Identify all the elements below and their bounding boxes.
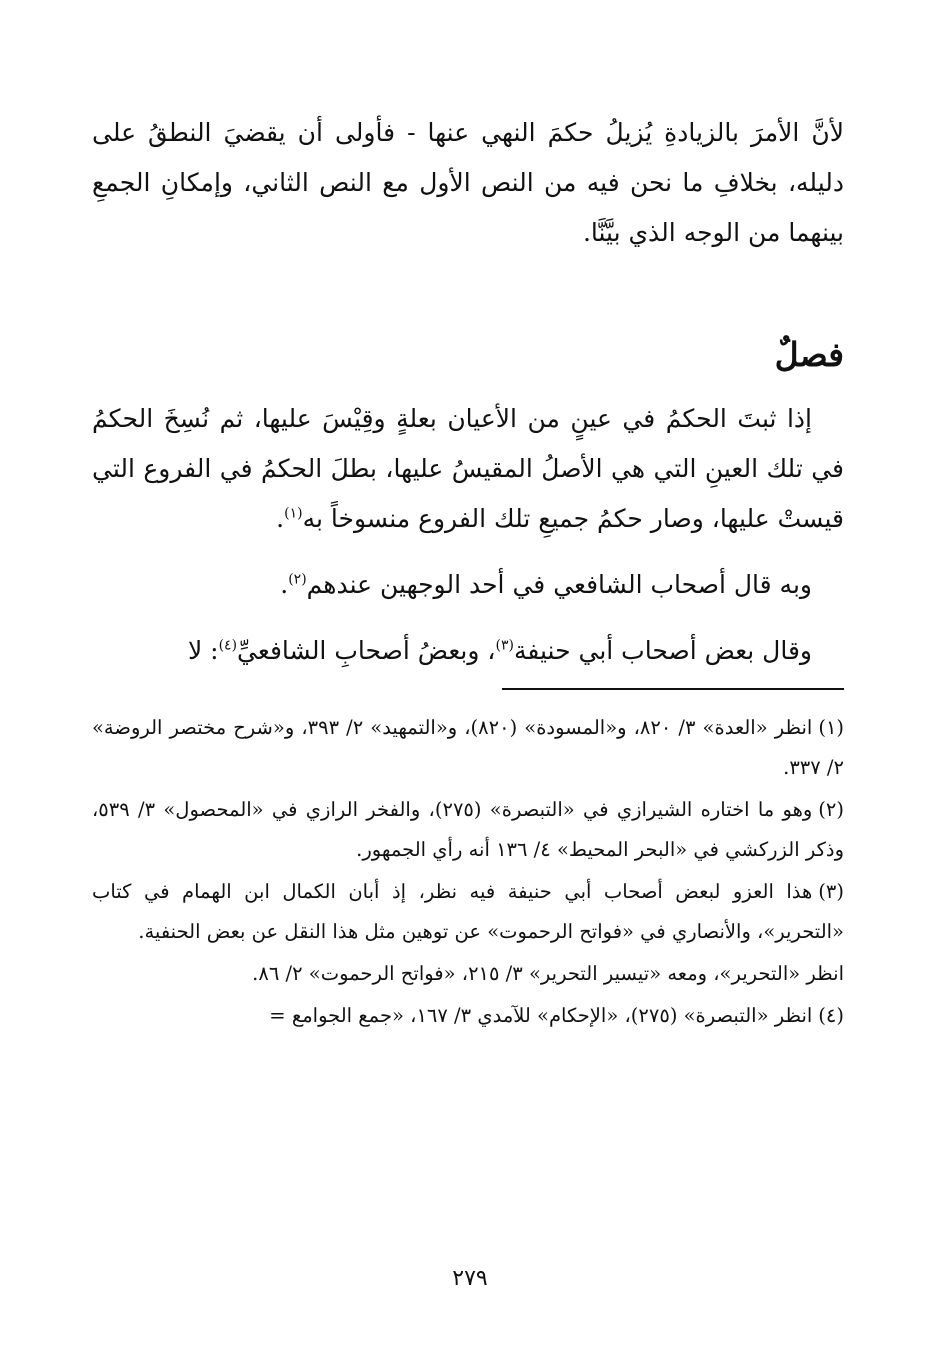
footnote-separator: [502, 688, 844, 690]
paragraph-shafii-view: [92, 560, 844, 610]
paragraph-text: وبه قال أصحاب الشافعي في أحد الوجهين عندهم: [306, 570, 812, 599]
paragraph-text: : لا: [187, 636, 219, 665]
footnote-text: وهو ما اختاره الشيرازي في «التبصرة» (٢٧٥)، والفخر الرازي في «المحصول» ٣/ ٥٣٩، وذكر الزركشي في «البحر المحيط» ٤/ ١٣٦ أنه رأي الجمهور.: [92, 798, 844, 861]
footnote-text: انظر «التبصرة» (٢٧٥)، «الإحكام» للآمدي ٣/ ١٦٧، «جمع الجوامع =: [269, 1004, 813, 1027]
footnote-number: (١): [818, 716, 845, 739]
footnote-3-continued: [92, 954, 844, 994]
paragraph-opposing-view: [92, 626, 844, 676]
footnote-text: انظر «التحرير»، ومعه «تيسير التحرير» ٣/ ٢١٥، «فواتح الرحموت» ٢/ ٨٦.: [252, 962, 844, 985]
footnotes: [92, 708, 844, 1036]
footnote-4: [92, 996, 844, 1036]
footnote-ref-1[interactable]: (١): [284, 505, 303, 522]
page-number: ٢٧٩: [452, 1266, 488, 1291]
intro-paragraph: لأنَّ الأمرَ بالزيادةِ يُزيلُ حكمَ النهي عنها - فأولى أن يقضيَ النطقُ على دليله، بخلافِ ما نحن فيه من النص الأول مع النص الثاني، وإمكانِ الجمعِ بينهما من الوجه الذي بيَّنَّا.: [92, 118, 844, 247]
paragraph-end: .: [276, 504, 285, 533]
footnote-number: (٤): [818, 1004, 844, 1027]
paragraph-abrogation-rule: [92, 394, 844, 544]
footnote-ref-4[interactable]: (٤): [218, 637, 238, 654]
footnote-ref-2[interactable]: (٢): [288, 571, 307, 588]
paragraph-end: .: [280, 570, 289, 599]
footnote-1: [92, 708, 844, 788]
paragraph-text: وقال بعض أصحاب أبي حنيفة: [513, 636, 812, 665]
footnote-ref-3[interactable]: (٣): [495, 637, 514, 654]
section-heading: فصلٌ: [774, 335, 844, 374]
footnote-2: [92, 790, 844, 870]
footnote-text: انظر «العدة» ٣/ ٨٢٠، و«المسودة» (٨٢٠)، و«التمهيد» ٢/ ٣٩٣، و«شرح مختصر الروضة» ٢/ ٣٣٧.: [92, 716, 844, 779]
main-text: [92, 108, 844, 676]
footnote-text: هذا العزو لبعض أصحاب أبي حنيفة فيه نظر، إذ أبان الكمال ابن الهمام في كتاب «التحرير»، والأنصاري في «فواتح الرحموت» عن توهين مثل هذا النقل عن بعض الحنفية.: [92, 880, 844, 943]
paragraph-text: ، وبعضُ أصحابِ الشافعيِّ: [237, 636, 496, 665]
paragraph-text: إذا ثبتَ الحكمُ في عينٍ من الأعيان بعلةٍ وقِيْسَ عليها، ثم نُسِخَ الحكمُ في تلك العينِ التي هي الأصلُ المقيسُ عليها، بطلَ الحكمُ في الفروع التي قيستْ عليها، وصار حكمُ جميعِ تلك الفروع منسوخاً به: [92, 404, 844, 533]
footnote-number: (٢): [818, 798, 844, 821]
footnote-number: (٣): [818, 880, 844, 903]
footnote-3: [92, 872, 844, 952]
